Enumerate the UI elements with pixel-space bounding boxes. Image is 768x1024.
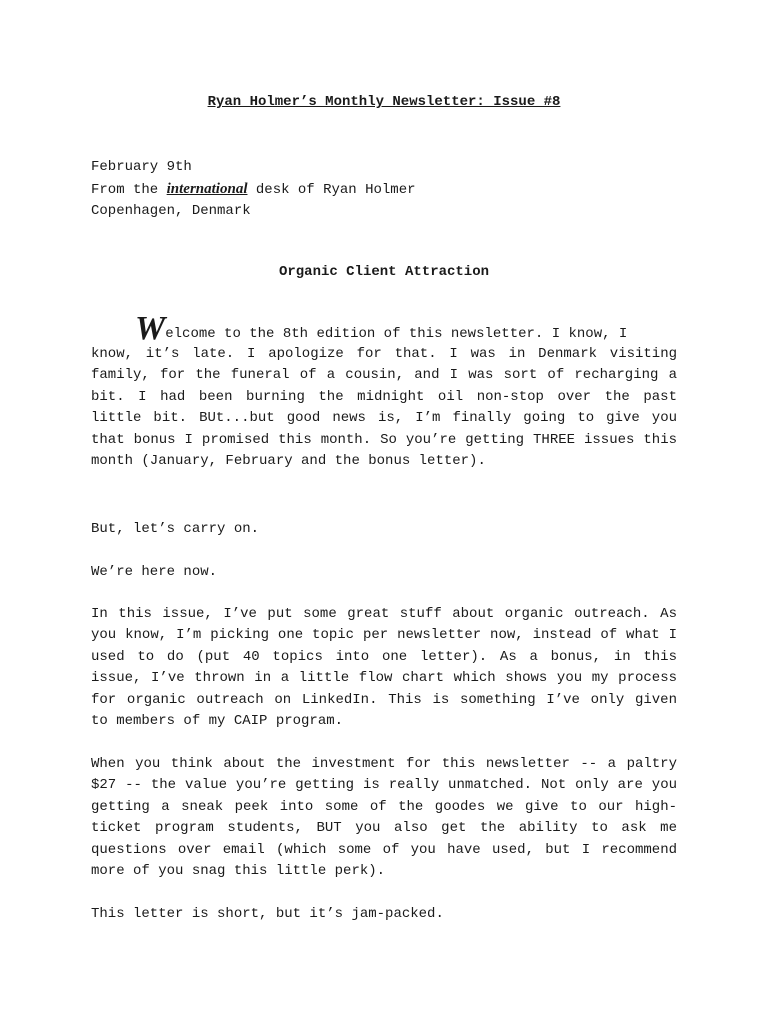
section-heading: Organic Client Attraction [278, 264, 490, 280]
paragraph-investment-text: When you think about the investment for this newsletter -- a paltry $27 -- the value you’re getting is really unmatched. Not only are you getting a sneak peek into some of the goodes we give to our high-ticket program students, BUT you also get the ability to ask me questions over email (which some of you have used, but I recommend more of you snag this little perk). [91, 756, 677, 880]
letter-date: February 9th [91, 159, 192, 175]
newsletter-title: Ryan Holmer’s Monthly Newsletter: Issue #8 [207, 94, 561, 110]
paragraph-welcome [91, 310, 677, 472]
paragraph-here-now [91, 562, 677, 583]
from-suffix: desk of Ryan Holmer [247, 181, 416, 198]
paragraph-welcome-first: elcome to the 8th edition of this newsletter. I know, I [165, 326, 628, 342]
from-prefix: From the [91, 181, 167, 198]
paragraph-welcome-rest: know, it’s late. I apologize for that. I was in Denmark visiting family, for the funeral of a cousin, and I was sort of recharging a bit. I had been burning the midnight oil non-stop over the past little bit. BUt...but good news is, I’m finally going to give you that bonus I promised this month. So you’re getting THREE issues this month (January, February and the bonus letter). [91, 346, 677, 470]
from-emphasis: international [166, 180, 248, 197]
from-line [91, 182, 416, 198]
drop-cap: W [135, 310, 166, 347]
paragraph-short [91, 904, 677, 925]
paragraph-carry-on-text: But, let’s carry on. [91, 521, 260, 537]
paragraph-here-now-text: We’re here now. [91, 564, 218, 580]
paragraph-investment [91, 754, 677, 882]
paragraph-welcome-first-line [91, 310, 677, 347]
paragraph-this-issue [91, 604, 677, 732]
paragraph-carry-on [91, 519, 677, 540]
paragraph-this-issue-text: In this issue, I’ve put some great stuff about organic outreach. As you know, I’m picking one topic per newsletter now, instead of what I used to do (put 40 topics into one letter). As a bonus, in this issue, I’ve thrown in a little flow chart which shows you my process for organic outreach on LinkedIn. This is something I’ve only given to members of my CAIP program. [91, 606, 677, 730]
paragraph-short-text: This letter is short, but it’s jam-packed. [91, 906, 444, 922]
letter-header [91, 157, 416, 223]
letter-location: Copenhagen, Denmark [91, 203, 251, 219]
